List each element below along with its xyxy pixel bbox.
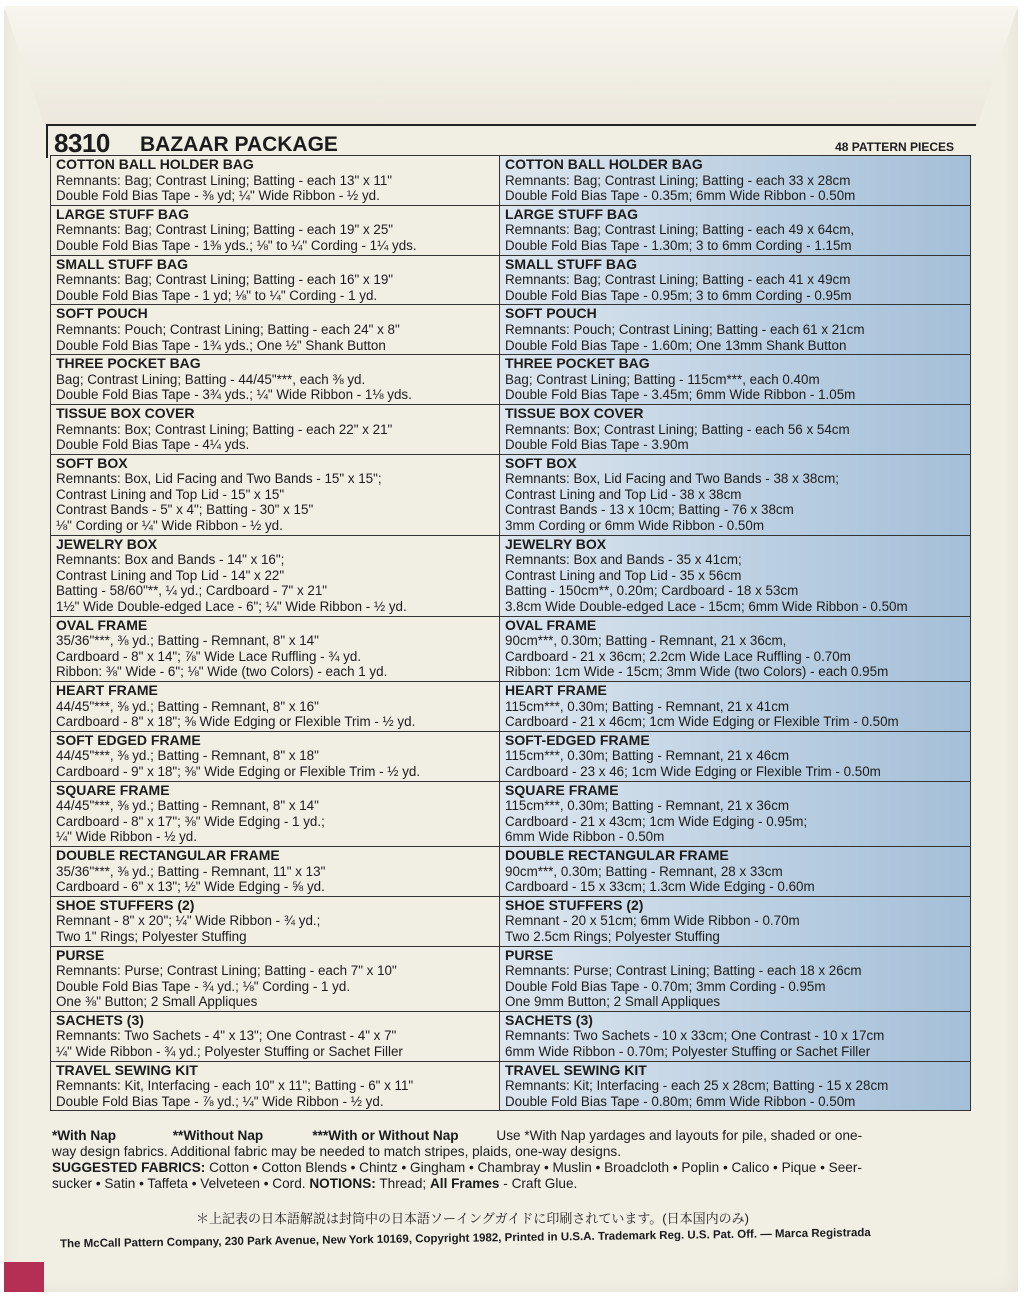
metric-cell (500, 897, 971, 947)
imperial-cell (51, 782, 500, 847)
item-requirement-line: Cardboard - 15 x 33cm; 1.3cm Wide Edging - 0.60m (505, 879, 815, 895)
item-name: HEART FRAME (56, 682, 158, 698)
item-requirement-line: 1½" Wide Double-edged Lace - 6"; ¼" Wide Ribbon - ½ yd. (56, 599, 407, 615)
item-requirement-line: Ribbon: 1cm Wide - 15cm; 3mm Wide (two Colors) - each 0.95m (505, 664, 889, 680)
item-name: SOFT EDGED FRAME (56, 731, 201, 748)
item-requirement-line: Contrast Lining and Top Lid - 14" x 22" (56, 567, 285, 583)
imperial-cell (51, 256, 500, 306)
item-requirement-line: 3.8cm Wide Double-edged Lace - 15cm; 6mm Wide Ribbon - 0.50m (505, 599, 908, 615)
item-requirement-line: Remnant - 8" x 20"; ¼" Wide Ribbon - ¾ yd.; (56, 913, 321, 929)
item-requirement-line: Double Fold Bias Tape - 0.70m; 3mm Cording - 0.95m (505, 978, 826, 994)
item-requirement-line: Contrast Bands - 5" x 4"; Batting - 30" x 15" (56, 502, 314, 518)
item-name: DOUBLE RECTANGULAR FRAME (505, 846, 729, 863)
item-name: PURSE (505, 946, 554, 963)
item-name: SACHETS (3) (56, 1011, 144, 1028)
item-name: SOFT BOX (505, 454, 577, 471)
item-requirement-line: Remnants: Box; Contrast Lining; Batting - each 22" x 21" (56, 421, 393, 437)
item-requirement-line: Double Fold Bias Tape - 1 yd; ⅛" to ¼" Cording - 1 yd. (56, 287, 378, 303)
metric-cell (500, 682, 971, 732)
metric-cell (500, 1012, 971, 1062)
item-requirement-line: Two 1" Rings; Polyester Stuffing (56, 928, 247, 944)
item-requirement-line: 115cm***, 0.30m; Batting - Remnant, 21 x 41cm (505, 698, 790, 714)
japanese-note: ＊上記表の日本語解説は封筒中の日本語ソーイングガイドに印刷されています。(日本国内のみ) (196, 1211, 749, 1226)
item-name: SQUARE FRAME (56, 781, 170, 798)
metric-cell (500, 732, 971, 782)
suggested-fabrics (52, 1160, 970, 1176)
metric-cell (500, 156, 971, 206)
item-requirement-line: Cardboard - 21 x 46cm; 1cm Wide Edging or Flexible Trim - 0.50m (505, 714, 899, 730)
item-requirement-line: Cardboard - 8" x 17"; ⅜" Wide Edging - 1 yd.; (56, 813, 325, 829)
imperial-cell (51, 455, 500, 536)
item-requirement-line: Contrast Lining and Top Lid - 15" x 15" (56, 486, 285, 502)
item-requirement-line: 115cm***, 0.30m; Batting - Remnant, 21 x 46cm (505, 748, 790, 764)
with-or-without-nap-label: ***With or Without Nap (312, 1128, 459, 1143)
item-requirement-line: Double Fold Bias Tape - 3.45m; 6mm Wide Ribbon - 1.05m (505, 387, 856, 403)
item-requirement-line: 44/45"***, ⅜ yd.; Batting - Remnant, 8" x 18" (56, 748, 319, 764)
item-name: SOFT BOX (56, 454, 128, 471)
item-requirement-line: One 9mm Button; 2 Small Appliques (505, 994, 721, 1010)
item-requirement-line: Batting - 150cm**, 0.20m; Cardboard - 18 x 53cm (505, 583, 799, 599)
item-requirement-line: Remnant - 20 x 51cm; 6mm Wide Ribbon - 0.70m (505, 913, 800, 929)
item-name: SOFT POUCH (56, 305, 148, 322)
item-requirement-line: Cardboard - 21 x 43cm; 1cm Wide Edging - 0.95m; (505, 813, 808, 829)
item-requirement-line: 6mm Wide Ribbon - 0.50m (505, 829, 665, 845)
item-requirement-line: Contrast Lining and Top Lid - 35 x 56cm (505, 567, 742, 583)
imperial-cell (51, 1062, 500, 1112)
without-nap-label: **Without Nap (172, 1128, 264, 1143)
item-requirement-line: Double Fold Bias Tape - ⅜ yd; ¼" Wide Ribbon - ½ yd. (56, 188, 380, 204)
fabrics-list: Cotton • Cotton Blends • Chintz • Gingham • Chambray • Muslin • Broadcloth • Poplin • Calico • Pique • Seer- (209, 1160, 862, 1175)
item-name: DOUBLE RECTANGULAR FRAME (56, 846, 280, 863)
imperial-cell (51, 1012, 500, 1062)
item-requirement-line: Remnants: Two Sachets - 10 x 33cm; One Contrast - 10 x 17cm (505, 1028, 885, 1044)
item-requirement-line: Ribbon: ⅜" Wide - 6"; ⅛" Wide (two Colors) - each 1 yd. (56, 664, 388, 680)
item-requirement-line: Cardboard - 8" x 18"; ⅜ Wide Edging or Flexible Trim - ½ yd. (56, 714, 416, 730)
item-requirement-line: Cardboard - 8" x 14"; ⅞" Wide Lace Ruffling - ¾ yd. (56, 648, 362, 664)
nap-note: Use *With Nap yardages and layouts for pile, shaded or one- (496, 1128, 863, 1143)
item-requirement-line: Remnants: Box and Bands - 35 x 41cm; (505, 552, 742, 568)
item-name: PURSE (56, 946, 105, 963)
item-requirement-line: Remnants: Bag; Contrast Lining; Batting - each 13" x 11" (56, 172, 393, 188)
item-requirement-line: 35/36"***, ⅜ yd.; Batting - Remnant, 11" x 13" (56, 863, 326, 879)
item-requirement-line: Cardboard - 23 x 46; 1cm Wide Edging or Flexible Trim - 0.50m (505, 763, 881, 779)
metric-cell (500, 847, 971, 897)
fabrics-label: SUGGESTED FABRICS: (52, 1160, 206, 1175)
item-requirement-line: Remnants: Bag; Contrast Lining; Batting - each 33 x 28cm (505, 172, 851, 188)
item-name: THREE POCKET BAG (505, 355, 650, 372)
item-requirement-line: Double Fold Bias Tape - 4¼ yds. (56, 437, 250, 453)
item-requirement-line: Bag; Contrast Lining; Batting - 115cm***, each 0.40m (505, 371, 820, 387)
notions-label: NOTIONS: (309, 1176, 376, 1191)
item-requirement-line: Double Fold Bias Tape - ¾ yd.; ⅛" Cording - 1 yd. (56, 978, 351, 994)
notions-text: Thread; (379, 1176, 427, 1191)
item-requirement-line: Remnants: Pouch; Contrast Lining; Batting - each 61 x 21cm (505, 321, 865, 337)
item-requirement-line: Double Fold Bias Tape - 1.30m; 3 to 6mm Cording - 1.15m (505, 237, 852, 253)
item-name: JEWELRY BOX (505, 535, 607, 552)
item-requirement-line: Double Fold Bias Tape - 0.35m; 6mm Wide Ribbon - 0.50m (505, 188, 856, 204)
imperial-cell (51, 405, 500, 455)
item-requirement-line: Remnants: Bag; Contrast Lining; Batting - each 19" x 25" (56, 222, 394, 238)
frames-label: All Frames (429, 1176, 500, 1191)
item-name: SMALL STUFF BAG (56, 255, 188, 272)
corner-color-mark (4, 1262, 44, 1292)
item-requirement-line: 35/36"***, ⅜ yd.; Batting - Remnant, 8" x 14" (56, 633, 319, 649)
item-name: SOFT POUCH (505, 305, 597, 322)
item-requirement-line: Remnants: Pouch; Contrast Lining; Batting - each 24" x 8" (56, 321, 400, 337)
item-requirement-line: Double Fold Bias Tape - 0.95m; 3 to 6mm Cording - 0.95m (505, 287, 852, 303)
metric-cell (500, 455, 971, 536)
imperial-cell (51, 897, 500, 947)
item-name: TISSUE BOX COVER (56, 404, 195, 421)
pattern-title: BAZAAR PACKAGE (140, 133, 338, 156)
pattern-pieces-count: 48 PATTERN PIECES (835, 140, 954, 154)
item-requirement-line: Remnants: Purse; Contrast Lining; Batting - each 18 x 26cm (505, 963, 862, 979)
item-name: COTTON BALL HOLDER BAG (505, 156, 703, 172)
item-name: COTTON BALL HOLDER BAG (56, 156, 254, 172)
item-requirement-line: ¼" Wide Ribbon - ¾ yd.; Polyester Stuffing or Sachet Filler (56, 1044, 403, 1060)
item-name: SHOE STUFFERS (2) (56, 896, 195, 913)
item-requirement-line: 6mm Wide Ribbon - 0.70m; Polyester Stuffing or Sachet Filler (505, 1044, 871, 1060)
item-name: OVAL FRAME (505, 616, 597, 633)
item-requirement-line: Remnants: Box and Bands - 14" x 16"; (56, 552, 285, 568)
with-nap-label: *With Nap (52, 1128, 117, 1143)
item-requirement-line: Remnants: Bag; Contrast Lining; Batting - each 41 x 49cm (505, 272, 851, 288)
metric-cell (500, 536, 971, 617)
item-name: SQUARE FRAME (505, 781, 619, 798)
item-requirement-line: 3mm Cording or 6mm Wide Ribbon - 0.50m (505, 518, 764, 534)
item-name: THREE POCKET BAG (56, 355, 201, 372)
imperial-cell (51, 156, 500, 206)
item-requirement-line: Bag; Contrast Lining; Batting - 44/45"***, each ⅜ yd. (56, 371, 366, 387)
metric-cell (500, 782, 971, 847)
item-requirement-line: Remnants: Two Sachets - 4" x 13"; One Contrast - 4" x 7" (56, 1028, 397, 1044)
header (46, 124, 976, 158)
item-requirement-line: Cardboard - 6" x 13"; ½" Wide Edging - ⅝ yd. (56, 879, 325, 895)
metric-cell (500, 305, 971, 355)
item-name: TRAVEL SEWING KIT (505, 1061, 647, 1078)
item-requirement-line: Double Fold Bias Tape - 3.90m (505, 437, 689, 453)
frames-text: - Craft Glue. (503, 1176, 578, 1191)
imperial-cell (51, 206, 500, 256)
pattern-number: 8310 (54, 128, 110, 158)
item-requirement-line: Remnants: Bag; Contrast Lining; Batting - each 49 x 64cm, (505, 222, 855, 238)
item-requirement-line: Double Fold Bias Tape - 1¾ yds.; One ½" Shank Button (56, 337, 386, 353)
item-requirement-line: Double Fold Bias Tape - ⅞ yd.; ¼" Wide Ribbon - ½ yd. (56, 1093, 384, 1109)
item-requirement-line: ¼" Wide Ribbon - ½ yd. (56, 829, 197, 845)
nap-legend (52, 1128, 970, 1144)
item-requirement-line: Double Fold Bias Tape - 3¾ yds.; ¼" Wide Ribbon - 1⅛ yds. (56, 387, 412, 403)
item-requirement-line: Contrast Bands - 13 x 10cm; Batting - 76 x 38cm (505, 502, 794, 518)
metric-cell (500, 256, 971, 306)
item-requirement-line: Double Fold Bias Tape - 0.80m; 6mm Wide Ribbon - 0.50m (505, 1093, 856, 1109)
item-requirement-line: Remnants: Kit, Interfacing - each 10" x 11"; Batting - 6" x 11" (56, 1078, 414, 1094)
item-name: TISSUE BOX COVER (505, 404, 644, 421)
item-requirement-line: 90cm***, 0.30m; Batting - Remnant, 28 x 33cm (505, 863, 783, 879)
item-name: SACHETS (3) (505, 1011, 593, 1028)
item-name: LARGE STUFF BAG (505, 205, 638, 222)
imperial-cell (51, 682, 500, 732)
yardage-table (50, 155, 971, 1111)
metric-cell (500, 947, 971, 1012)
metric-cell (500, 1062, 971, 1112)
item-requirement-line: Double Fold Bias Tape - 1.60m; One 13mm Shank Button (505, 337, 847, 353)
item-name: OVAL FRAME (56, 616, 148, 633)
item-requirement-line: 44/45"***, ⅜ yd.; Batting - Remnant, 8" x 16" (56, 698, 319, 714)
imperial-cell (51, 536, 500, 617)
item-name: SOFT-EDGED FRAME (505, 731, 650, 748)
item-requirement-line: Double Fold Bias Tape - 1⅜ yds.; ⅛" to ¼" Cording - 1¼ yds. (56, 237, 417, 253)
envelope-flap (4, 6, 1018, 126)
imperial-cell (51, 617, 500, 682)
item-requirement-line: Remnants: Box, Lid Facing and Two Bands - 15" x 15"; (56, 471, 382, 487)
item-requirement-line: 44/45"***, ⅜ yd.; Batting - Remnant, 8" x 14" (56, 798, 319, 814)
metric-cell (500, 617, 971, 682)
fabrics-list-continued: sucker • Satin • Taffeta • Velveteen • Cord. (52, 1176, 306, 1191)
imperial-cell (51, 305, 500, 355)
item-requirement-line: Contrast Lining and Top Lid - 38 x 38cm (505, 486, 742, 502)
item-requirement-line: Cardboard - 21 x 36cm; 2.2cm Wide Lace Ruffling - 0.70m (505, 648, 851, 664)
item-requirement-line: Cardboard - 9" x 18"; ⅜" Wide Edging or Flexible Trim - ½ yd. (56, 763, 421, 779)
imperial-cell (51, 732, 500, 782)
item-requirement-line: Two 2.5cm Rings; Polyester Stuffing (505, 928, 720, 944)
item-requirement-line: 115cm***, 0.30m; Batting - Remnant, 21 x 36cm (505, 798, 790, 814)
item-requirement-line: Remnants: Kit; Interfacing - each 25 x 28cm; Batting - 15 x 28cm (505, 1078, 889, 1094)
item-name: SHOE STUFFERS (2) (505, 896, 644, 913)
item-requirement-line: Remnants: Bag; Contrast Lining; Batting - each 16" x 19" (56, 272, 394, 288)
imperial-cell (51, 947, 500, 1012)
item-name: HEART FRAME (505, 682, 607, 698)
item-requirement-line: ⅛" Cording or ¼" Wide Ribbon - ½ yd. (56, 518, 283, 534)
item-requirement-line: Remnants: Box, Lid Facing and Two Bands - 38 x 38cm; (505, 471, 839, 487)
item-requirement-line: One ⅜" Button; 2 Small Appliques (56, 994, 258, 1010)
metric-cell (500, 355, 971, 405)
metric-cell (500, 405, 971, 455)
item-requirement-line: Remnants: Box; Contrast Lining; Batting - each 56 x 54cm (505, 421, 850, 437)
imperial-cell (51, 847, 500, 897)
item-name: SMALL STUFF BAG (505, 255, 637, 272)
footer (52, 1128, 970, 1192)
item-name: LARGE STUFF BAG (56, 205, 189, 222)
item-name: TRAVEL SEWING KIT (56, 1061, 198, 1078)
fabrics-and-notions (52, 1176, 970, 1192)
item-requirement-line: 90cm***, 0.30m; Batting - Remnant, 21 x 36cm, (505, 633, 787, 649)
publisher-info: The McCall Pattern Company, 230 Park Avenue, New York 10169, Copyright 1982, Printed in U.S.A. Trademark Reg. U.S. Pat. Off. — Marca Registrada (59, 1227, 871, 1251)
item-requirement-line: Remnants: Purse; Contrast Lining; Batting - each 7" x 10" (56, 963, 397, 979)
item-name: JEWELRY BOX (56, 535, 158, 552)
nap-note-continued: way design fabrics. Additional fabric may be needed to match stripes, plaids, one-way designs. (52, 1144, 621, 1159)
metric-cell (500, 206, 971, 256)
item-requirement-line: Batting - 58/60"**, ¼ yd.; Cardboard - 7" x 21" (56, 583, 328, 599)
imperial-cell (51, 355, 500, 405)
